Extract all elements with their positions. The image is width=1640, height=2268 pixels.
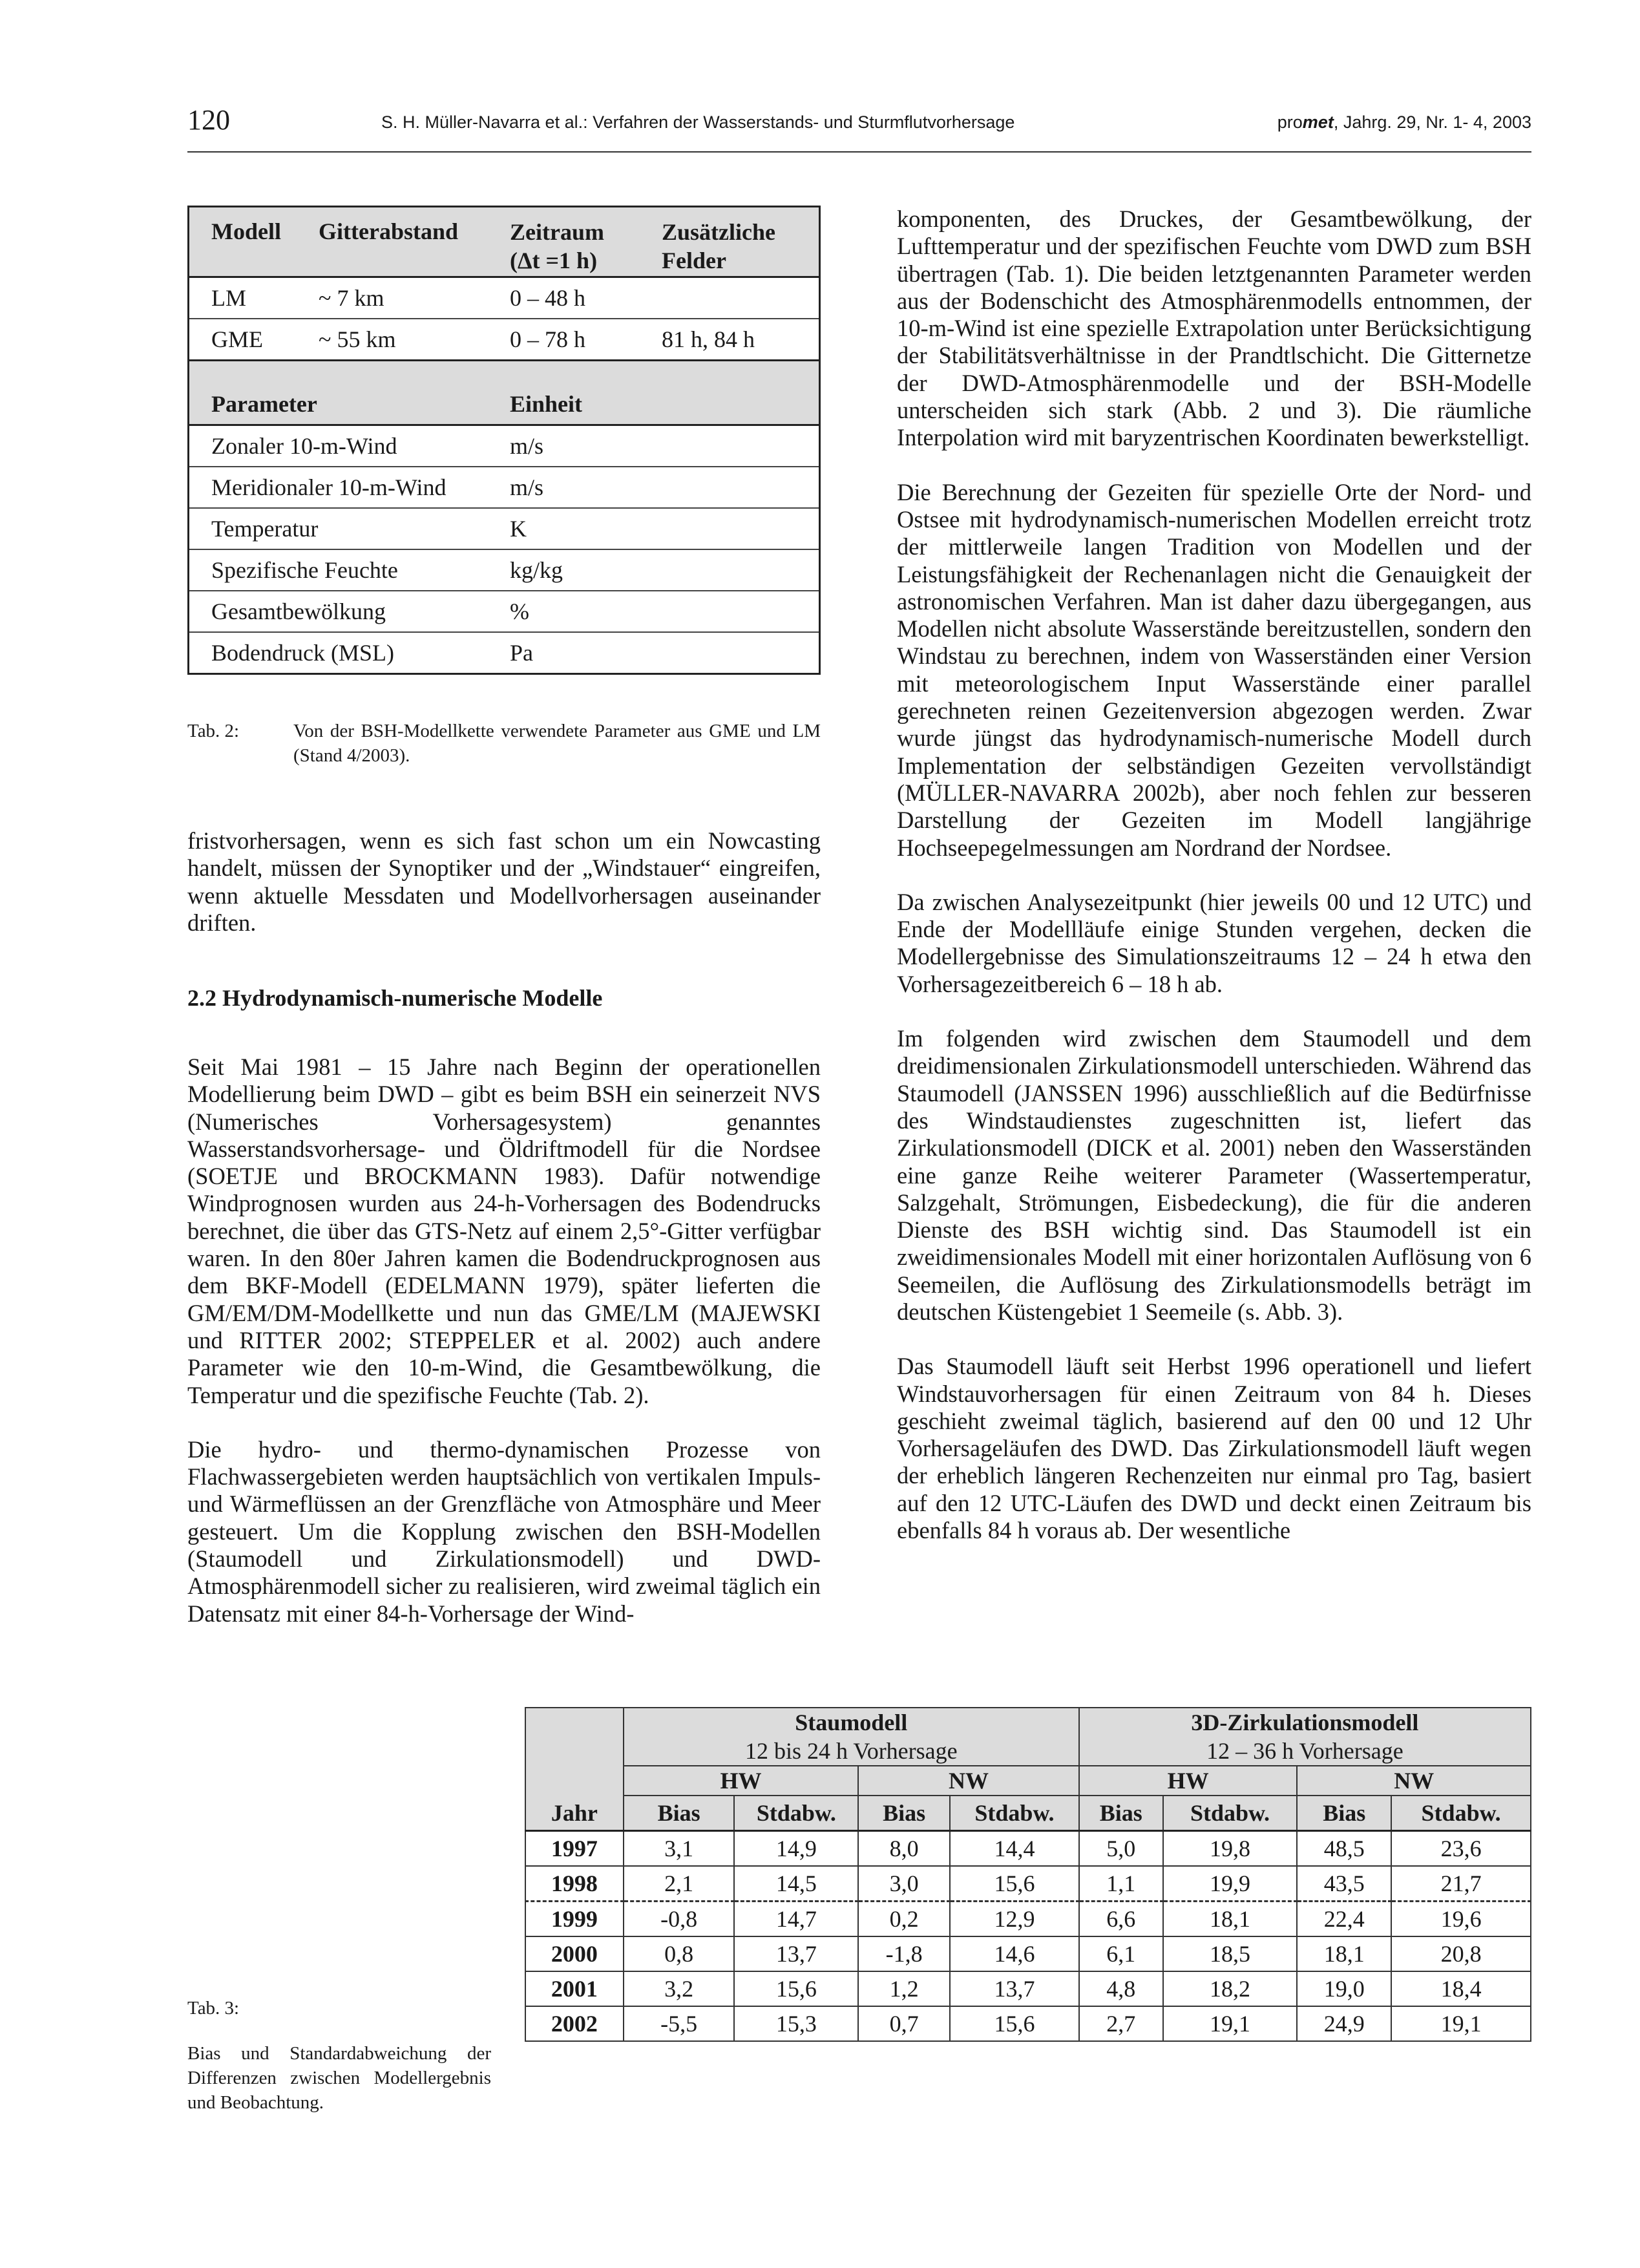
model-range: 0 – 48 h xyxy=(510,285,585,311)
journal-reference xyxy=(1277,112,1531,132)
left-column-body xyxy=(187,1054,821,1627)
value-cell: 6,1 xyxy=(1079,1936,1163,1971)
caption-label: Tab. 2: xyxy=(187,721,240,741)
th-bias: Bias xyxy=(1079,1796,1163,1831)
param-unit: Pa xyxy=(510,640,533,666)
th-modell: Modell xyxy=(211,218,281,244)
paragraph: Im folgenden wird zwischen dem Staumodell und dem dreidimensionalen Zirkulationsmodell unterschieden. Während das Staumodell (JANSSEN 1996) ausschließlich auf die Bedürfnisse des Windstaudienstes zugeschnitten ist, liefert das Zirkulationsmodell (DICK et al. 2001) neben den Wasserständen eine ganze Reihe weiterer Parameter (Wassertemperatur, Salzgehalt, Strömungen, Eisbedeckung), die für die anderen Dienste des BSH wichtig sind. Das Staumodell ist ein zweidimensionales Modell mit einer horizontalen Auflösung von 6 Seemeilen, die Auflösung des Zirkulationsmodells beträgt im deutschen Küstengebiet 1 Seemeile (s. Abb. 3). xyxy=(897,1025,1531,1325)
table-row xyxy=(189,318,819,359)
th-hw: HW xyxy=(624,1766,859,1796)
year-cell: 2001 xyxy=(525,1971,624,2006)
table-row xyxy=(189,276,819,318)
journal-name-prefix: pro xyxy=(1277,112,1303,132)
table-row xyxy=(189,590,819,631)
param-name: Temperatur xyxy=(211,516,319,542)
th-einheit: Einheit xyxy=(510,391,583,417)
th-stdabw: Stdabw. xyxy=(734,1796,858,1831)
th-stdabw: Stdabw. xyxy=(1391,1796,1531,1831)
year-cell: 1998 xyxy=(525,1866,624,1902)
param-unit: kg/kg xyxy=(510,557,563,583)
value-cell: 19,1 xyxy=(1391,2006,1531,2041)
table-row xyxy=(525,1971,1531,2006)
paragraph: Da zwischen Analysezeitpunkt (hier jeweils 00 und 12 UTC) und Ende der Modellläufe einige Stunden vergehen, decken die Modellergebnisse des Simulationszeitraums 12 – 24 h etwa den Vorhersagezeitbereich 6 – 18 h ab. xyxy=(897,888,1531,997)
th-zeitraum-line1: Zeitraum xyxy=(510,219,604,245)
zirkulationsmodell-subtitle: 12 – 36 h Vorhersage xyxy=(1206,1738,1403,1764)
staumodell-title: Staumodell xyxy=(795,1710,908,1735)
value-cell: 0,8 xyxy=(624,1936,735,1971)
journal-name-emphasis: met xyxy=(1302,112,1334,132)
th-felder-line1: Zusätzliche xyxy=(662,219,775,245)
caption-text: Bias und Standardabweichung der Differenzen zwischen Modellergebnis und Beobachtung. xyxy=(187,2043,491,2113)
value-cell: 19,0 xyxy=(1297,1971,1391,2006)
value-cell: 13,7 xyxy=(734,1936,858,1971)
param-unit: % xyxy=(510,599,529,624)
caption-label: Tab. 3: xyxy=(187,1998,240,2019)
year-cell: 2002 xyxy=(525,2006,624,2041)
value-cell: 3,1 xyxy=(624,1831,735,1867)
th-bias: Bias xyxy=(1297,1796,1391,1831)
value-cell: -0,8 xyxy=(624,1902,735,1937)
value-cell: 43,5 xyxy=(1297,1866,1391,1902)
value-cell: 24,9 xyxy=(1297,2006,1391,2041)
table-row xyxy=(525,1831,1531,1867)
value-cell: 13,7 xyxy=(950,1971,1079,2006)
zirkulationsmodell-title: 3D-Zirkulationsmodell xyxy=(1191,1710,1419,1735)
value-cell: 2,7 xyxy=(1079,2006,1163,2041)
table-row xyxy=(525,2006,1531,2041)
value-cell: 1,2 xyxy=(858,1971,950,2006)
model-grid: ~ 55 km xyxy=(319,326,396,352)
paragraph: Die Berechnung der Gezeiten für spezielle Orte der Nord- und Ostsee mit hydrodynamisch-numerischen Modellen erreicht trotz der mittlerweile langen Tradition von Modellen und der Leistungsfähigkeit der Rechenanlagen nicht die Genauigkeit der astronomischen Verfahren. Man ist daher dazu übergegangen, aus Modellen nicht absolute Wasserstände bereitzustellen, sondern den Windstau zu berechnen, indem von Wasserständen einer Version mit meteorologischem Input Wasserstände einer parallel gerechneten reinen Gezeitenversion abgezogen werden. Zwar wurde jüngst das hydrodynamisch-numerische Modell durch Implementation der selbständigen Gezeiten vervollständigt (MÜLLER-NAVARRA 2002b), aber noch fehlen zur besseren Darstellung der Gezeiten im Modell langjährige Hochseepegelmessungen am Nordrand der Nordsee. xyxy=(897,478,1531,861)
value-cell: 18,2 xyxy=(1163,1971,1298,2006)
value-cell: 2,1 xyxy=(624,1866,735,1902)
th-staumodell xyxy=(624,1708,1079,1766)
value-cell: 19,1 xyxy=(1163,2006,1298,2041)
table-row xyxy=(189,549,819,590)
table-row xyxy=(189,631,819,673)
left-column-top xyxy=(187,827,821,937)
th-nw: NW xyxy=(1297,1766,1531,1796)
value-cell: 1,1 xyxy=(1079,1866,1163,1902)
value-cell: 19,8 xyxy=(1163,1831,1298,1867)
value-cell: 14,7 xyxy=(734,1902,858,1937)
value-cell: 19,6 xyxy=(1391,1902,1531,1937)
model-name: LM xyxy=(211,285,246,311)
table-2-param-header-row xyxy=(189,359,819,424)
table-3-corner xyxy=(525,1708,624,1766)
year-cell: 1997 xyxy=(525,1831,624,1867)
value-cell: 22,4 xyxy=(1297,1902,1391,1937)
table-2-header-row xyxy=(189,207,819,276)
th-jahr: Jahr xyxy=(525,1796,624,1831)
value-cell: 21,7 xyxy=(1391,1866,1531,1902)
header-rule xyxy=(187,151,1531,153)
table-row xyxy=(525,1936,1531,1971)
table-row xyxy=(189,424,819,466)
value-cell: 15,6 xyxy=(734,1971,858,2006)
model-name: GME xyxy=(211,326,263,352)
staumodell-subtitle: 12 bis 24 h Vorhersage xyxy=(744,1738,958,1764)
param-unit: K xyxy=(510,516,527,542)
param-unit: m/s xyxy=(510,474,544,500)
param-name: Gesamtbewölkung xyxy=(211,599,386,624)
th-gitterabstand: Gitterabstand xyxy=(319,218,458,244)
value-cell: 12,9 xyxy=(950,1902,1079,1937)
th-zeitraum xyxy=(510,218,662,275)
table-2-caption xyxy=(187,719,821,768)
th-bias: Bias xyxy=(858,1796,950,1831)
value-cell: 3,2 xyxy=(624,1971,735,2006)
year-cell: 1999 xyxy=(525,1902,624,1937)
value-cell: 48,5 xyxy=(1297,1831,1391,1867)
table-2 xyxy=(187,206,821,675)
th-nw: NW xyxy=(858,1766,1079,1796)
table-row xyxy=(525,1902,1531,1937)
page-number: 120 xyxy=(187,104,230,136)
param-name: Bodendruck (MSL) xyxy=(211,640,394,666)
value-cell: 18,4 xyxy=(1391,1971,1531,2006)
value-cell: 15,6 xyxy=(950,2006,1079,2041)
param-name: Spezifische Feuchte xyxy=(211,557,398,583)
paragraph: Seit Mai 1981 – 15 Jahre nach Beginn der operationellen Modellierung beim DWD – gibt es beim BSH ein seinerzeit NVS (Numerisches Vorhersagesystem) genanntes Wasserstandsvorhersage- und Öldriftmodell für die Nordsee (SOETJE und BROCKMANN 1983). Dafür notwendige Windprognosen wurden aus 24-h-Vorhersagen des Bodendrucks berechnet, die über das GTS-Netz auf einem 2,5°-Gitter verfügbar waren. In den 80er Jahren kamen die Bodendruckprognosen aus dem BKF-Modell (EDELMANN 1979), später lieferten die GM/EM/DM-Modellkette und nun das GME/LM (MAJEWSKI und RITTER 2002; STEPPELER et al. 2002) auch andere Parameter wie den 10-m-Wind, die Gesamtbewölkung, die Temperatur und die spezifische Feuchte (Tab. 2). xyxy=(187,1054,821,1408)
paragraph: komponenten, des Druckes, der Gesamtbewölkung, der Lufttemperatur und der spezifischen Feuchte vom DWD zum BSH übertragen (Tab. 1). Die beiden letztgenannten Parameter werden aus der Bodenschicht des Atmosphärenmodells entnommen, der 10-m-Wind ist eine spezielle Extrapolation unter Berücksichtigung der Stabilitätsverhältnisse in der Prandtlschicht. Die Gitternetze der DWD-Atmosphärenmodelle und der BSH-Modelle unterscheiden sich stark (Abb. 2 und 3). Die räumliche Interpolation wird mit baryzentrischen Koordinaten bewerkstelligt. xyxy=(897,206,1531,451)
th-stdabw: Stdabw. xyxy=(950,1796,1079,1831)
th-zusaetzliche-felder xyxy=(662,218,775,275)
paragraph: fristvorhersagen, wenn es sich fast schon um ein Nowcasting handelt, müssen der Synoptiker und der „Windstauer“ eingreifen, wenn aktuelle Messdaten und Modellvorhersagen auseinander driften. xyxy=(187,827,821,936)
value-cell: 18,1 xyxy=(1163,1902,1298,1937)
value-cell: -5,5 xyxy=(624,2006,735,2041)
paragraph: Die hydro- und thermo-dynamischen Prozesse von Flachwassergebieten werden hauptsächlich von vertikalen Impuls- und Wärmeflüssen an der Grenzfläche von Atmosphäre und Meer gesteuert. Um die Kopplung zwischen den BSH-Modellen (Staumodell und Zirkulationsmodell) und DWD-Atmosphärenmodell sicher zu realisieren, wird zweimal täglich ein Datensatz mit einer 84-h-Vorhersage der Wind- xyxy=(187,1436,821,1627)
value-cell: 18,5 xyxy=(1163,1936,1298,1971)
value-cell: 14,5 xyxy=(734,1866,858,1902)
value-cell: 0,2 xyxy=(858,1902,950,1937)
th-zirkulationsmodell xyxy=(1079,1708,1531,1766)
year-cell: 2000 xyxy=(525,1936,624,1971)
value-cell: 8,0 xyxy=(858,1831,950,1867)
paragraph: Das Staumodell läuft seit Herbst 1996 operationell und liefert Windstauvorhersagen für einen Zeitraum von 84 h. Dieses geschieht zweimal täglich, basierend auf den 00 und 12 Uhr Vorhersageläufen des DWD. Das Zirkulationsmodell läuft wegen der erheblich längeren Rechenzeiten nur einmal pro Tag, basiert auf den 12 UTC-Läufen des DWD und deckt einen Zeitraum bis ebenfalls 84 h voraus ab. Der wesentliche xyxy=(897,1353,1531,1544)
right-column xyxy=(897,206,1531,1544)
value-cell: 14,9 xyxy=(734,1831,858,1867)
model-extra: 81 h, 84 h xyxy=(662,326,755,352)
value-cell: -1,8 xyxy=(858,1936,950,1971)
value-cell: 14,6 xyxy=(950,1936,1079,1971)
th-stdabw: Stdabw. xyxy=(1163,1796,1298,1831)
value-cell: 4,8 xyxy=(1079,1971,1163,2006)
value-cell: 15,6 xyxy=(950,1866,1079,1902)
value-cell: 0,7 xyxy=(858,2006,950,2041)
th-hw: HW xyxy=(1079,1766,1298,1796)
table-3-caption xyxy=(187,1996,491,2115)
running-title: S. H. Müller-Navarra et al.: Verfahren der Wasserstands- und Sturmflutvorhersage xyxy=(381,112,1015,132)
table-3-corner xyxy=(525,1766,624,1796)
param-name: Meridionaler 10-m-Wind xyxy=(211,474,447,500)
th-felder-line2: Felder xyxy=(662,248,726,273)
value-cell: 20,8 xyxy=(1391,1936,1531,1971)
value-cell: 6,6 xyxy=(1079,1902,1163,1937)
value-cell: 19,9 xyxy=(1163,1866,1298,1902)
param-name: Zonaler 10-m-Wind xyxy=(211,433,397,459)
table-3 xyxy=(525,1707,1531,2042)
value-cell: 3,0 xyxy=(858,1866,950,1902)
model-grid: ~ 7 km xyxy=(319,285,384,311)
param-unit: m/s xyxy=(510,433,544,459)
model-range: 0 – 78 h xyxy=(510,326,585,352)
page-header xyxy=(187,103,1531,142)
value-cell: 23,6 xyxy=(1391,1831,1531,1867)
th-parameter: Parameter xyxy=(211,391,317,417)
th-bias: Bias xyxy=(624,1796,735,1831)
section-heading: 2.2 Hydrodynamisch-numerische Modelle xyxy=(187,985,603,1011)
journal-volume: , Jahrg. 29, Nr. 1- 4, 2003 xyxy=(1333,112,1531,132)
value-cell: 15,3 xyxy=(734,2006,858,2041)
th-zeitraum-line2: (Δt =1 h) xyxy=(510,248,598,273)
table-row xyxy=(525,1866,1531,1902)
table-row xyxy=(189,466,819,507)
value-cell: 14,4 xyxy=(950,1831,1079,1867)
value-cell: 5,0 xyxy=(1079,1831,1163,1867)
table-row xyxy=(189,507,819,549)
value-cell: 18,1 xyxy=(1297,1936,1391,1971)
caption-text: Von der BSH-Modellkette verwendete Parameter aus GME und LM (Stand 4/2003). xyxy=(293,721,821,766)
